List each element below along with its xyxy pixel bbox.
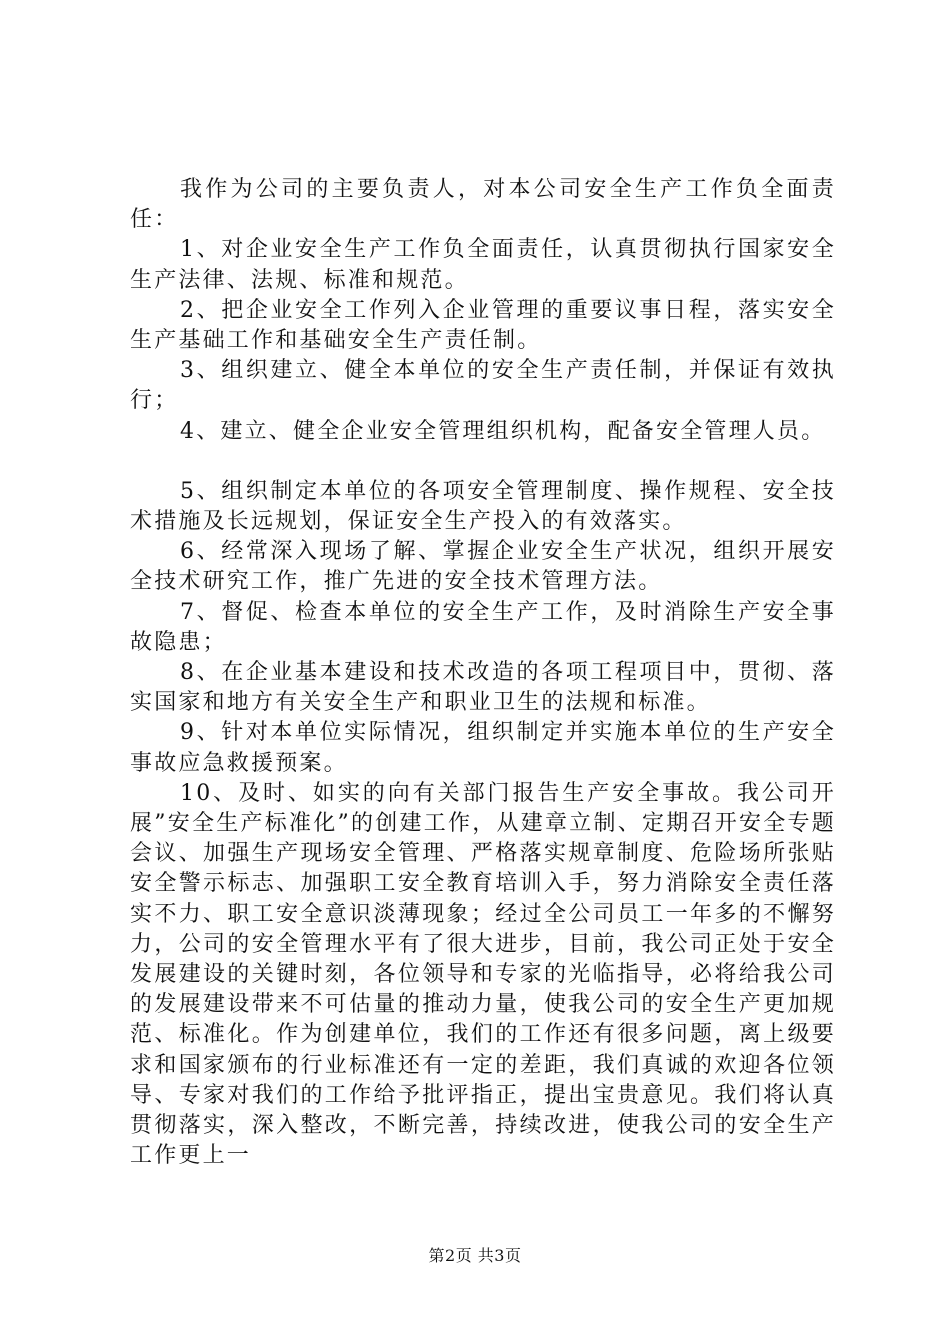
responsibility-item-7: 7、督促、检查本单位的安全生产工作，及时消除生产安全事故隐患； [130, 599, 836, 655]
responsibility-item-9: 9、针对本单位实际情况，组织制定并实施本单位的生产安全事故应急救援预案。 [130, 720, 836, 776]
blank-line [130, 447, 836, 477]
responsibility-item-10: 10、及时、如实的向有关部门报告生产安全事故。我公司开展”安全生产标准化”的创建工作，从建章立制、定期召开安全专题会议、加强生产现场安全管理、严格落实规章制度、危险场所张贴安全警示标志、加强职工安全教育培训入手，努力消除安全责任落实不力、职工安全意识淡薄现象；经过全公司员工一年多的不懈努力，公司的安全管理水平有了很大进步，目前，我公司正处于安全发展建设的关键时刻，各位领导和专家的光临指导，必将给我公司的发展建设带来不可估量的推动力量，使我公司的安全生产更加规范、标准化。作为创建单位，我们的工作还有很多问题，离上级要求和国家颁布的行业标准还有一定的差距，我们真诚的欢迎各位领导、专家对我们的工作给予批评指正，提出宝贵意见。我们将认真贯彻落实，深入整改，不断完善，持续改进，使我公司的安全生产工作更上一 [130, 780, 836, 1169]
responsibility-item-5: 5、组织制定本单位的各项安全管理制度、操作规程、安全技术措施及长远规划，保证安全生产投入的有效落实。 [130, 478, 836, 535]
responsibility-item-3: 3、组织建立、健全本单位的安全生产责任制，并保证有效执行； [130, 358, 836, 414]
responsibility-item-4: 4、建立、健全企业安全管理组织机构，配备安全管理人员。 [180, 418, 826, 444]
responsibility-item-6: 6、经常深入现场了解、掌握企业安全生产状况，组织开展安全技术研究工作，推广先进的安全技术管理方法。 [130, 539, 836, 595]
responsibility-item-2: 2、把企业安全工作列入企业管理的重要议事日程，落实安全生产基础工作和基础安全生产责任制。 [130, 297, 836, 354]
document-body [130, 175, 836, 1172]
responsibility-item-8: 8、在企业基本建设和技术改造的各项工程项目中，贯彻、落实国家和地方有关安全生产和职业卫生的法规和标准。 [130, 660, 836, 716]
page-number-footer: 第2页 共3页 [428, 1246, 522, 1265]
responsibility-item-1: 1、对企业安全生产工作负全面责任，认真贯彻执行国家安全生产法律、法规、标准和规范。 [130, 237, 836, 293]
intro-paragraph: 我作为公司的主要负责人，对本公司安全生产工作负全面责任： [130, 177, 836, 233]
